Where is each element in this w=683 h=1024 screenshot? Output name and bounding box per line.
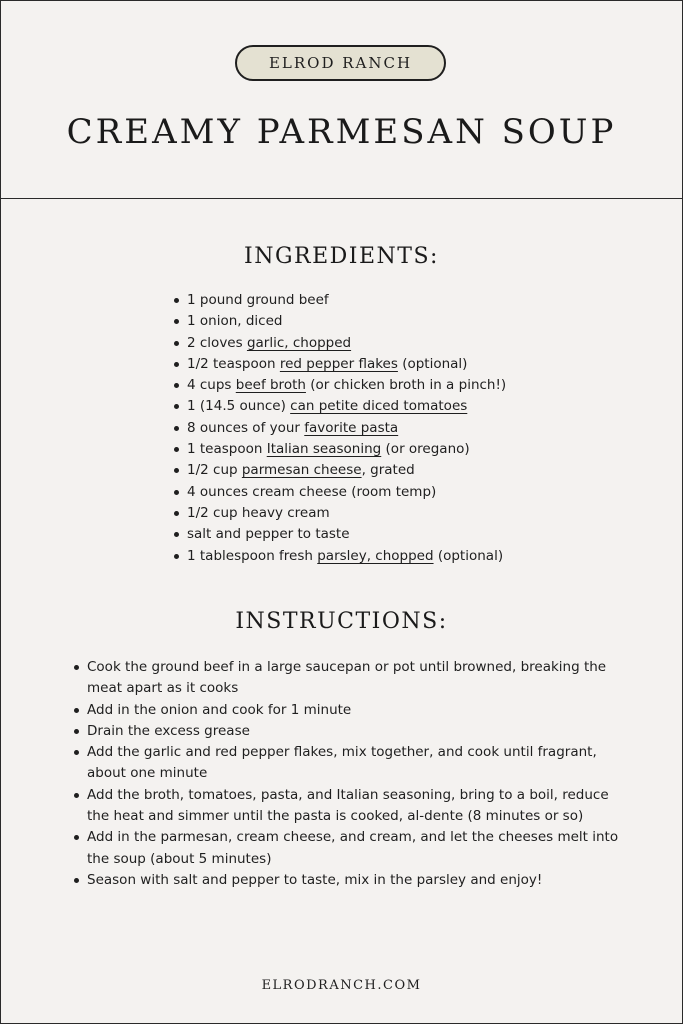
instruction-step: Drain the excess grease (71, 721, 631, 742)
ingredient-item: 1/2 teaspoon red pepper flakes (optional) (171, 354, 591, 375)
instruction-step: Add in the parmesan, cream cheese, and cream, and let the cheeses melt into the soup (about 5 minutes) (71, 827, 631, 870)
ingredient-link[interactable]: red pepper flakes (279, 355, 398, 372)
ingredient-item: 1 (14.5 ounce) can petite diced tomatoes (171, 396, 591, 417)
ingredient-item: 1 teaspoon Italian seasoning (or oregano) (171, 439, 591, 460)
recipe-title: CREAMY PARMESAN SOUP (66, 112, 617, 152)
recipe-header (1, 1, 682, 199)
ingredient-link[interactable]: can petite diced tomatoes (290, 398, 468, 415)
instruction-step: Add in the onion and cook for 1 minute (71, 700, 631, 721)
instruction-step: Season with salt and pepper to taste, mix in the parsley and enjoy! (71, 870, 631, 891)
ingredient-item: 1 pound ground beef (171, 290, 591, 311)
ingredient-item: 1/2 cup heavy cream (171, 503, 591, 524)
ingredient-item: 1 tablespoon fresh parsley, chopped (optional) (171, 546, 591, 567)
brand-badge: ELROD RANCH (235, 45, 446, 81)
ingredient-item: 4 ounces cream cheese (room temp) (171, 482, 591, 503)
instructions-heading: INSTRUCTIONS: (235, 609, 448, 634)
ingredients-list (171, 290, 591, 567)
ingredients-heading: INGREDIENTS: (244, 244, 439, 269)
ingredient-item: 1/2 cup parmesan cheese, grated (171, 460, 591, 481)
instructions-list (71, 657, 631, 891)
ingredient-link[interactable]: parmesan cheese (241, 462, 362, 479)
ingredient-link[interactable]: favorite pasta (304, 419, 399, 436)
ingredient-item: 8 ounces of your favorite pasta (171, 418, 591, 439)
ingredient-link[interactable]: beef broth (235, 377, 306, 394)
ingredient-link[interactable]: Italian seasoning (266, 441, 382, 458)
ingredient-link[interactable]: parsley, chopped (317, 547, 434, 564)
ingredient-item: 4 cups beef broth (or chicken broth in a pinch!) (171, 375, 591, 396)
ingredient-item: salt and pepper to taste (171, 524, 591, 545)
instruction-step: Add the broth, tomatoes, pasta, and Italian seasoning, bring to a boil, reduce the heat and simmer until the pasta is cooked, al-dente (8 minutes or so) (71, 785, 631, 828)
ingredient-item: 1 onion, diced (171, 311, 591, 332)
instruction-step: Cook the ground beef in a large saucepan or pot until browned, breaking the meat apart as it cooks (71, 657, 631, 700)
footer-site-url: ELRODRANCH.COM (261, 978, 422, 993)
ingredient-link[interactable]: garlic, chopped (246, 334, 352, 351)
ingredient-item: 2 cloves garlic, chopped (171, 333, 591, 354)
instruction-step: Add the garlic and red pepper flakes, mix together, and cook until fragrant, about one minute (71, 742, 631, 785)
